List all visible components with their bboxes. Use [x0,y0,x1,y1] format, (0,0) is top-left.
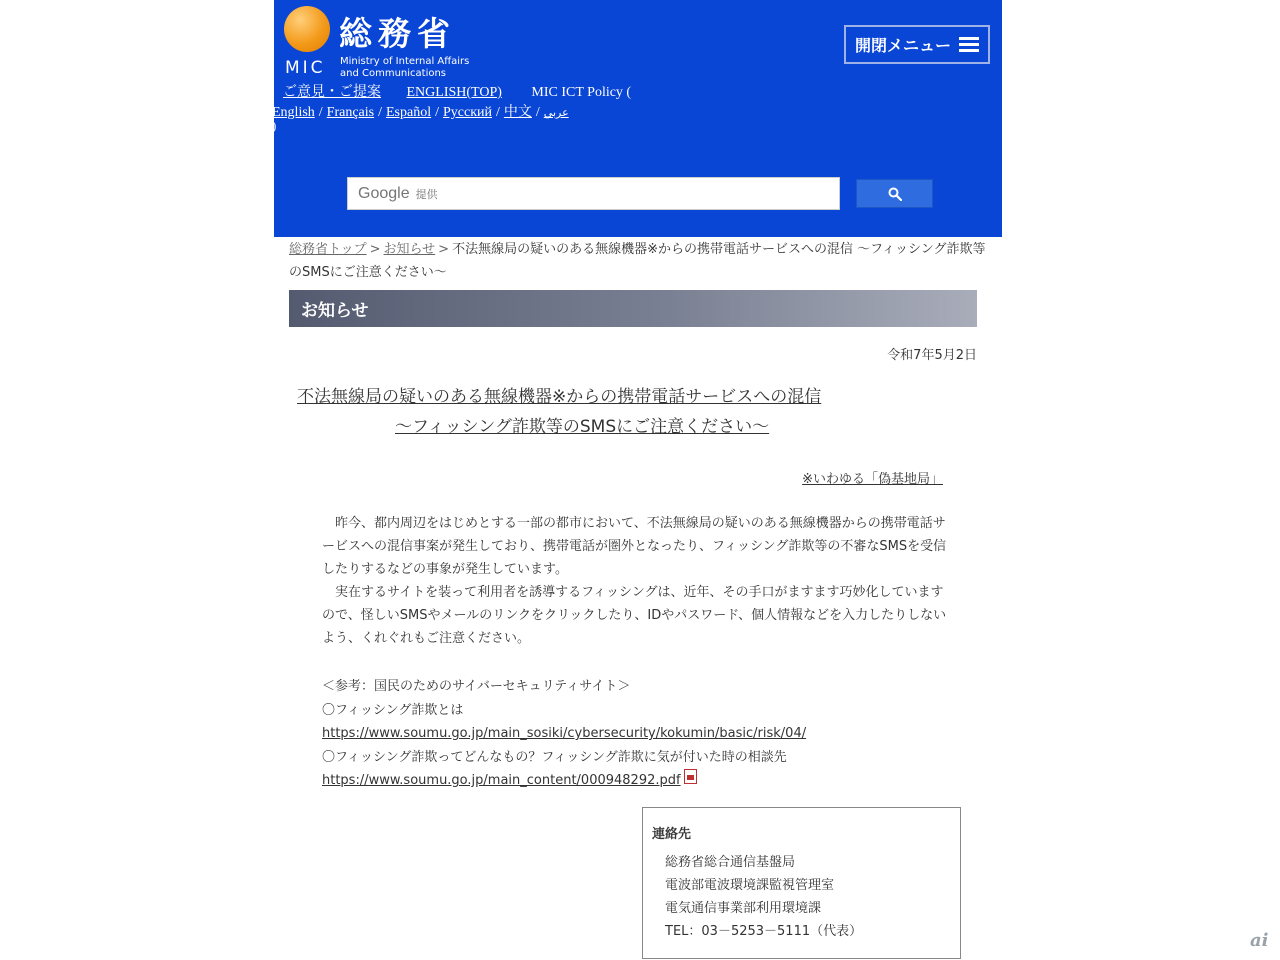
contact-details [665,851,862,943]
contact-line: 電気通信事業部利用環境課 [665,901,822,916]
breadcrumb-news-link[interactable]: お知らせ [383,242,436,257]
logo-ministry-name[interactable]: 総務省 [339,14,456,53]
body-paragraph-2: 実在するサイトを装って利用者を誘導するフィッシングは、近年、その手口がますます巧妙化していますので、怪しいSMSやメールのリンクをクリックしたり、IDやパスワード、個人情報などを入力したりしないよう、くれぐれもご注意ください。 [322,585,947,646]
logo-en-line1: Ministry of Internal Affairs [340,56,470,67]
language-link-english[interactable]: English [272,105,315,120]
chevron-right-icon: > [369,242,381,257]
article-title-line1: 不法無線局の疑いのある無線機器※からの携帯電話サービスへの混信 [297,387,822,407]
body-paragraph-1: 昨今、都内周辺をはじめとする一部の都市において、不法無線局の疑いのある無線機器からの携帯電話サービスへの混信事案が発生しており、携帯電話が圏外となったり、フィッシング詐欺等の不審なSMSを受信したりするなどの事象が発生しています。 [322,516,947,577]
pdf-icon [684,769,697,784]
menu-label: 開閉メニュー [854,36,951,55]
breadcrumb-current: 不法無線局の疑いのある無線機器※からの携帯電話サービスへの混信 〜フィッシング詐欺等のSMSにご注意ください〜 [289,242,986,280]
ict-policy-label: MIC ICT Policy ( [531,85,632,100]
reference-heading: ＜参考：国民のためのサイバーセキュリティサイト＞ [322,679,631,694]
language-link-french[interactable]: Français [326,105,375,120]
hamburger-icon [959,37,979,52]
logo-mic-text[interactable]: MIC [285,58,326,78]
reference-link-1[interactable]: https://www.soumu.go.jp/main_sosiki/cybersecurity/kokumin/basic/risk/04/ [322,726,807,741]
language-link-chinese[interactable]: 中文 [503,105,532,120]
publish-date: 令和7年5月2日 [887,348,977,363]
reference-section [322,675,962,793]
reference-item-1-label: 〇フィッシング詐欺とは [322,702,464,718]
mic-logo-icon[interactable] [284,6,330,52]
reference-link-2[interactable]: https://www.soumu.go.jp/main_content/000948292.pdf [322,773,681,788]
toggle-menu-button[interactable] [844,25,990,64]
search-button[interactable] [856,179,933,208]
article-title-line2: 〜フィッシング詐欺等のSMSにご注意ください〜 [395,417,770,437]
contact-box [642,807,961,959]
search-icon [888,187,902,201]
article-body [322,512,947,650]
header-links-row1 [283,81,631,101]
language-link-spanish[interactable]: Español [386,105,432,120]
google-label: Google [358,184,410,202]
language-link-russian[interactable]: Русский [443,105,492,120]
breadcrumb [289,238,989,284]
search-input[interactable] [347,177,840,210]
contact-line: 電波部電波環境課監視管理室 [665,878,835,893]
breadcrumb-home-link[interactable]: 総務省トップ [289,242,367,257]
header-links-row2: English / Français / Español / Русский / 中文 / عربي [272,105,569,120]
google-provided-label: 提供 [415,187,438,201]
close-paren: ) [272,118,277,133]
logo-en-line2: and Communications [340,68,447,79]
contact-title: 連絡先 [652,827,692,842]
site-header [274,0,1002,237]
language-link-arabic[interactable]: عربي [543,107,569,119]
logo-english-name[interactable] [340,56,469,80]
english-top-link[interactable]: ENGLISH(TOP) [406,85,502,100]
watermark-logo: ai [1250,930,1269,951]
feedback-link[interactable]: ご意見・ご提案 [283,85,381,100]
section-heading: お知らせ [289,290,977,327]
contact-phone: TEL：03－5253－5111（代表） [665,924,863,939]
article-note: ※いわゆる「偽基地局」 [802,472,943,487]
chevron-right-icon: > [438,242,450,257]
contact-line: 総務省総合通信基盤局 [665,855,796,870]
reference-item-2-label: 〇フィッシング詐欺ってどんなもの？フィッシング詐欺に気が付いた時の相談先 [322,749,787,765]
